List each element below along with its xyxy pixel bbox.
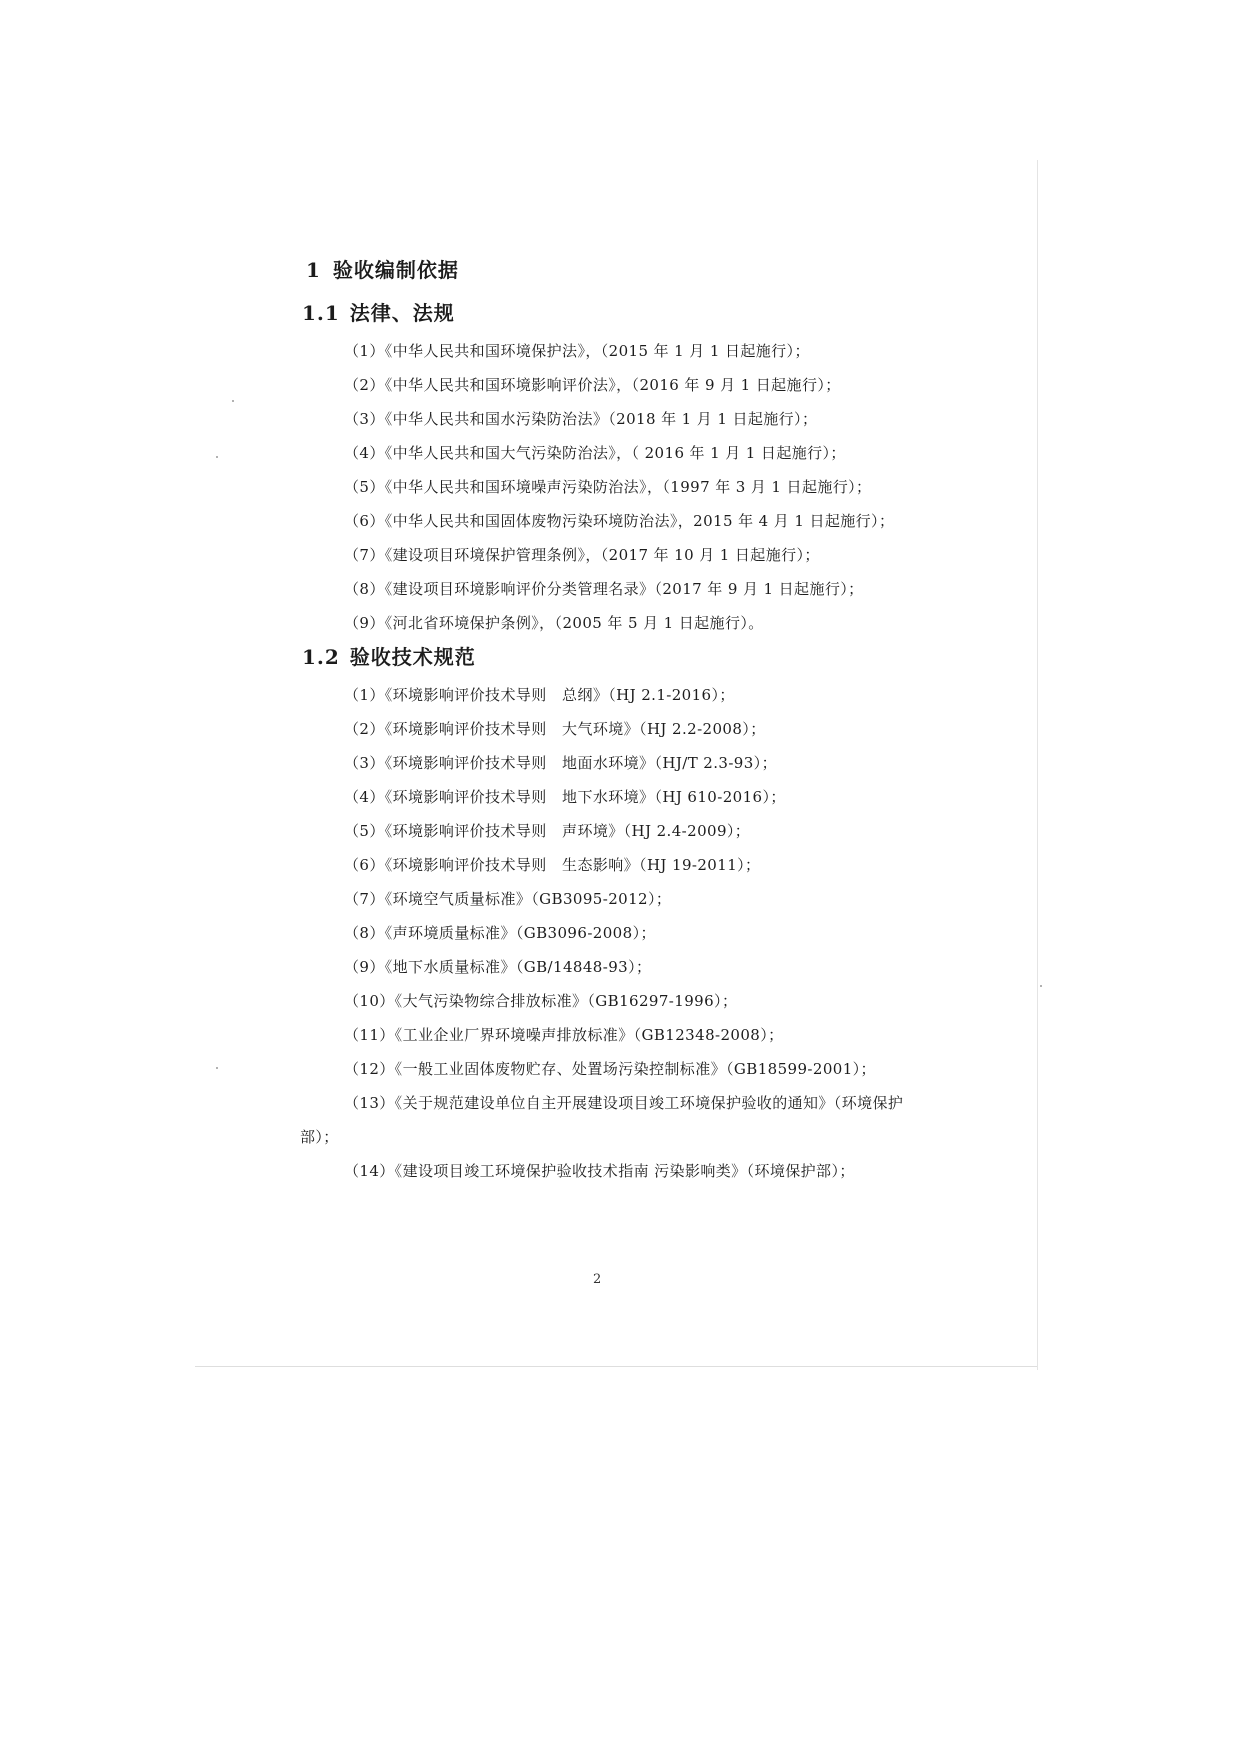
scan-speck xyxy=(1040,985,1042,987)
list-item: （7）《环境空气质量标准》（GB3095-2012）； xyxy=(344,890,672,908)
list-item: （4）《中华人民共和国大气污染防治法》，（ 2016 年 1 月 1 日起施行）； xyxy=(344,444,846,462)
heading-title: 验收编制依据 xyxy=(332,258,459,282)
list-item: （5）《中华人民共和国环境噪声污染防治法》，（1997 年 3 月 1 日起施行）； xyxy=(344,478,872,496)
list-item: （6）《环境影响评价技术导则 生态影响》（HJ 19-2011）； xyxy=(344,856,761,874)
document-page xyxy=(300,255,920,1188)
scan-edge-right xyxy=(1037,160,1038,1370)
list-item: （8）《声环境质量标准》（GB3096-2008）； xyxy=(344,924,656,942)
laws-list xyxy=(300,334,920,640)
list-item: （4）《环境影响评价技术导则 地下水环境》（HJ 610-2016）； xyxy=(344,788,786,806)
section-heading-technical-standards xyxy=(302,642,920,672)
heading-acceptance-basis xyxy=(306,255,920,285)
section-number: 1.2 xyxy=(302,645,340,669)
page-number: 2 xyxy=(593,1272,602,1287)
section-title: 验收技术规范 xyxy=(349,645,476,669)
list-item: （11）《工业企业厂界环境噪声排放标准》（GB12348-2008）； xyxy=(344,1026,784,1044)
list-item: （10）《大气污染物综合排放标准》（GB16297-1996）； xyxy=(344,992,738,1010)
scan-speck xyxy=(232,400,234,402)
list-item: （13）《关于规范建设单位自主开展建设项目竣工环境保护验收的通知》（环境保护部）； xyxy=(300,1094,904,1146)
list-item: （14）《建设项目竣工环境保护验收技术指南 污染影响类》（环境保护部）； xyxy=(344,1162,855,1180)
scan-speck xyxy=(216,1067,218,1069)
list-item: （1）《中华人民共和国环境保护法》，（2015 年 1 月 1 日起施行）； xyxy=(344,342,810,360)
section-heading-laws xyxy=(302,298,920,328)
section-title: 法律、法规 xyxy=(349,301,455,325)
standards-list xyxy=(300,678,920,1188)
section-number: 1.1 xyxy=(302,301,340,325)
scan-speck xyxy=(216,456,218,458)
heading-number: 1 xyxy=(306,258,321,282)
list-item: （3）《环境影响评价技术导则 地面水环境》（HJ/T 2.3-93）； xyxy=(344,754,777,772)
list-item: （1）《环境影响评价技术导则 总纲》（HJ 2.1-2016）； xyxy=(344,686,735,704)
list-item: （8）《建设项目环境影响评价分类管理名录》（2017 年 9 月 1 日起施行）； xyxy=(344,580,864,598)
list-item: （9）《地下水质量标准》（GB/14848-93）； xyxy=(344,958,652,976)
list-item: （2）《中华人民共和国环境影响评价法》，（2016 年 9 月 1 日起施行）； xyxy=(344,376,841,394)
scan-edge-bottom xyxy=(195,1366,1037,1367)
list-item: （3）《中华人民共和国水污染防治法》（2018 年 1 月 1 日起施行）； xyxy=(344,410,818,428)
list-item: （7）《建设项目环境保护管理条例》，（2017 年 10 月 1 日起施行）； xyxy=(344,546,820,564)
list-item: （9）《河北省环境保护条例》，（2005 年 5 月 1 日起施行）。 xyxy=(344,614,764,632)
list-item: （12）《一般工业固体废物贮存、处置场污染控制标准》（GB18599-2001）； xyxy=(344,1060,876,1078)
list-item: （6）《中华人民共和国固体废物污染环境防治法》，2015 年 4 月 1 日起施行）； xyxy=(344,512,895,530)
list-item: （2）《环境影响评价技术导则 大气环境》（HJ 2.2-2008）； xyxy=(344,720,766,738)
list-item: （5）《环境影响评价技术导则 声环境》（HJ 2.4-2009）； xyxy=(344,822,751,840)
